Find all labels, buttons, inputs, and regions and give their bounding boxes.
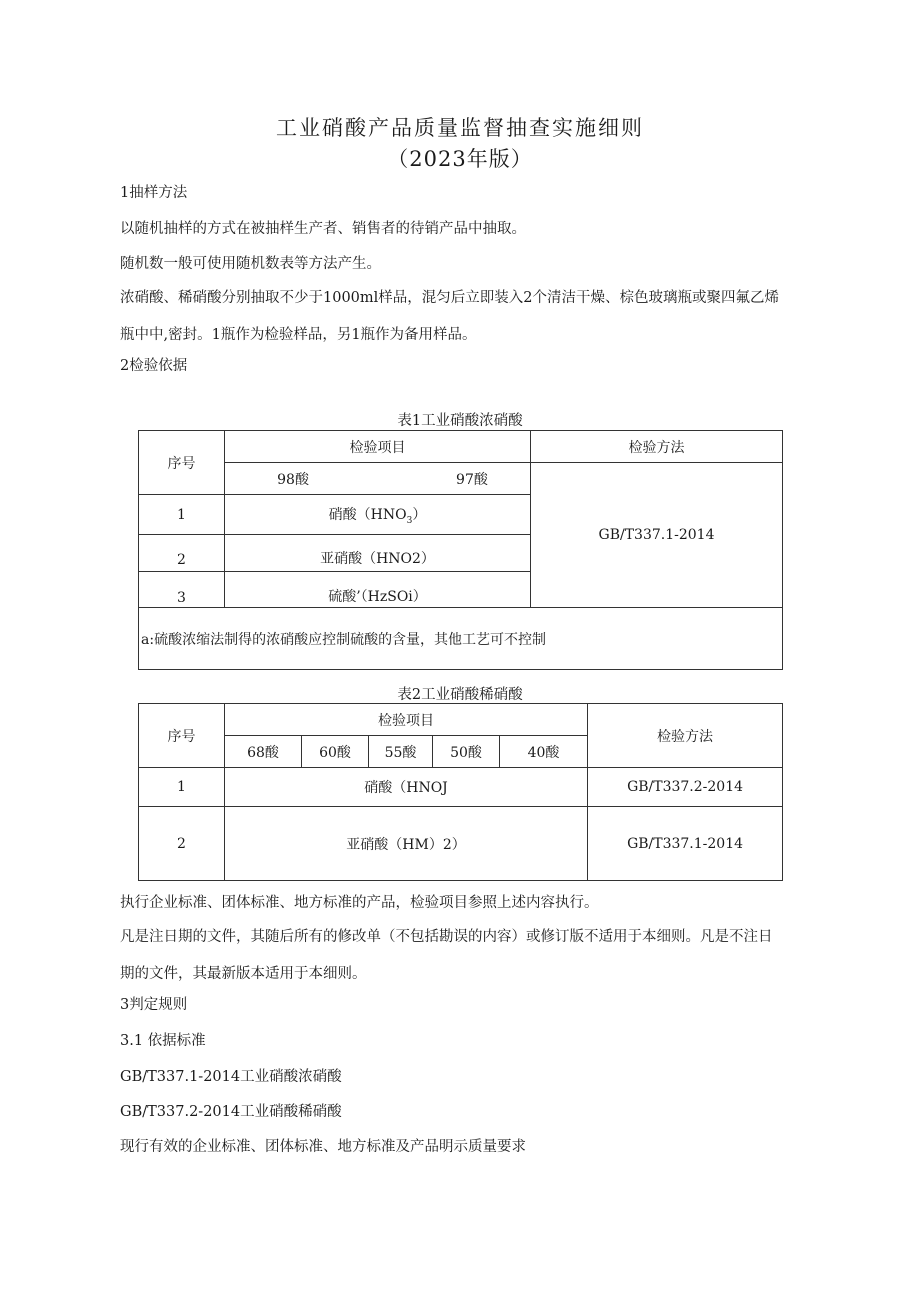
table-2-row-2-no: 2	[139, 807, 225, 881]
table-2-header-item: 检验项目	[225, 704, 588, 736]
table-1-row-1-item-close: ）	[412, 506, 427, 523]
document-title: 工业硝酸产品质量监督抽查实施细则	[276, 116, 644, 140]
table-1-row-3-no: 3	[139, 572, 225, 608]
table-2-row-1-item: 硝酸（HNOJ	[225, 768, 588, 807]
after-table-para-2: 凡是注日期的文件，其随后所有的修改单（不包括勘误的内容）或修订版不适用于本细则。凡是不注日期的文件，其最新版本适用于本细则。	[120, 929, 773, 982]
table-1-header-no: 序号	[139, 431, 225, 495]
table-1-row-1-item-text: 硝酸（HNO	[328, 506, 407, 523]
after-table-para-1: 执行企业标准、团体标准、地方标准的产品，检验项目参照上述内容执行。	[120, 895, 599, 911]
table-2-header-method: 检验方法	[588, 704, 783, 768]
table-2	[138, 703, 783, 881]
section-1-para-1: 以随机抽样的方式在被抽样生产者、销售者的待销产品中抽取。	[120, 221, 526, 237]
table-2-row-1-method: GB/T337.2-2014	[588, 768, 783, 807]
table-1-footnote: a:硫酸浓缩法制得的浓硝酸应控制硫酸的含量，其他工艺可不控制	[139, 608, 783, 670]
standard-3: 现行有效的企业标准、团体标准、地方标准及产品明示质量要求	[120, 1139, 526, 1155]
section-1-para-2: 随机数一般可使用随机数表等方法产生。	[120, 256, 381, 272]
table-1-row-2-item: 亚硝酸（HNO2）	[225, 535, 531, 572]
section-3-1-heading: 3.1 依据标准	[120, 1033, 206, 1049]
table-2-sub-60: 60酸	[302, 736, 369, 768]
section-3-heading: 3判定规则	[120, 997, 188, 1013]
table-2-sub-55: 55酸	[369, 736, 433, 768]
table-1-caption: 表1工业硝酸浓硝酸	[397, 413, 523, 429]
section-1-heading: 1抽样方法	[120, 185, 188, 201]
document-subtitle: （2023年版）	[387, 147, 533, 171]
table-2-sub-50: 50酸	[433, 736, 500, 768]
section-2-heading: 2检验依据	[120, 358, 188, 374]
table-1-method-cell: GB/T337.1-2014	[531, 463, 783, 608]
table-1-row-1-item	[225, 495, 531, 535]
table-1-row-3-item: 硫酸’（HzSOi）	[225, 572, 531, 608]
table-1-row-1-no: 1	[139, 495, 225, 535]
section-1-para-3: 浓硝酸、稀硝酸分别抽取不少于1000ml样品，混匀后立即装入2个清洁干燥、棕色玻璃瓶或聚四氟乙烯瓶中中,密封。1瓶作为检验样品，另1瓶作为备用样品。	[120, 290, 780, 343]
table-1-header-item: 检验项目	[225, 431, 531, 463]
table-1-subheader	[225, 463, 531, 495]
table-2-row-1-no: 1	[139, 768, 225, 807]
table-2-header-no: 序号	[139, 704, 225, 768]
table-1-header-method: 检验方法	[531, 431, 783, 463]
standard-1: GB/T337.1-2014工业硝酸浓硝酸	[120, 1069, 342, 1085]
table-1-sub-98: 98酸	[277, 471, 309, 488]
table-2-sub-40: 40酸	[500, 736, 588, 768]
table-2-sub-68: 68酸	[225, 736, 302, 768]
table-2-row-2-method: GB/T337.1-2014	[588, 807, 783, 881]
table-1-row-2-no: 2	[139, 535, 225, 572]
table-1-sub-97: 97酸	[456, 471, 488, 488]
table-2-caption: 表2工业硝酸稀硝酸	[397, 687, 523, 703]
table-1-row-1-item-subscript: 3	[406, 515, 413, 526]
standard-2: GB/T337.2-2014工业硝酸稀硝酸	[120, 1104, 342, 1120]
table-1	[138, 430, 783, 670]
table-2-row-2-item: 亚硝酸（HM）2）	[225, 807, 588, 881]
